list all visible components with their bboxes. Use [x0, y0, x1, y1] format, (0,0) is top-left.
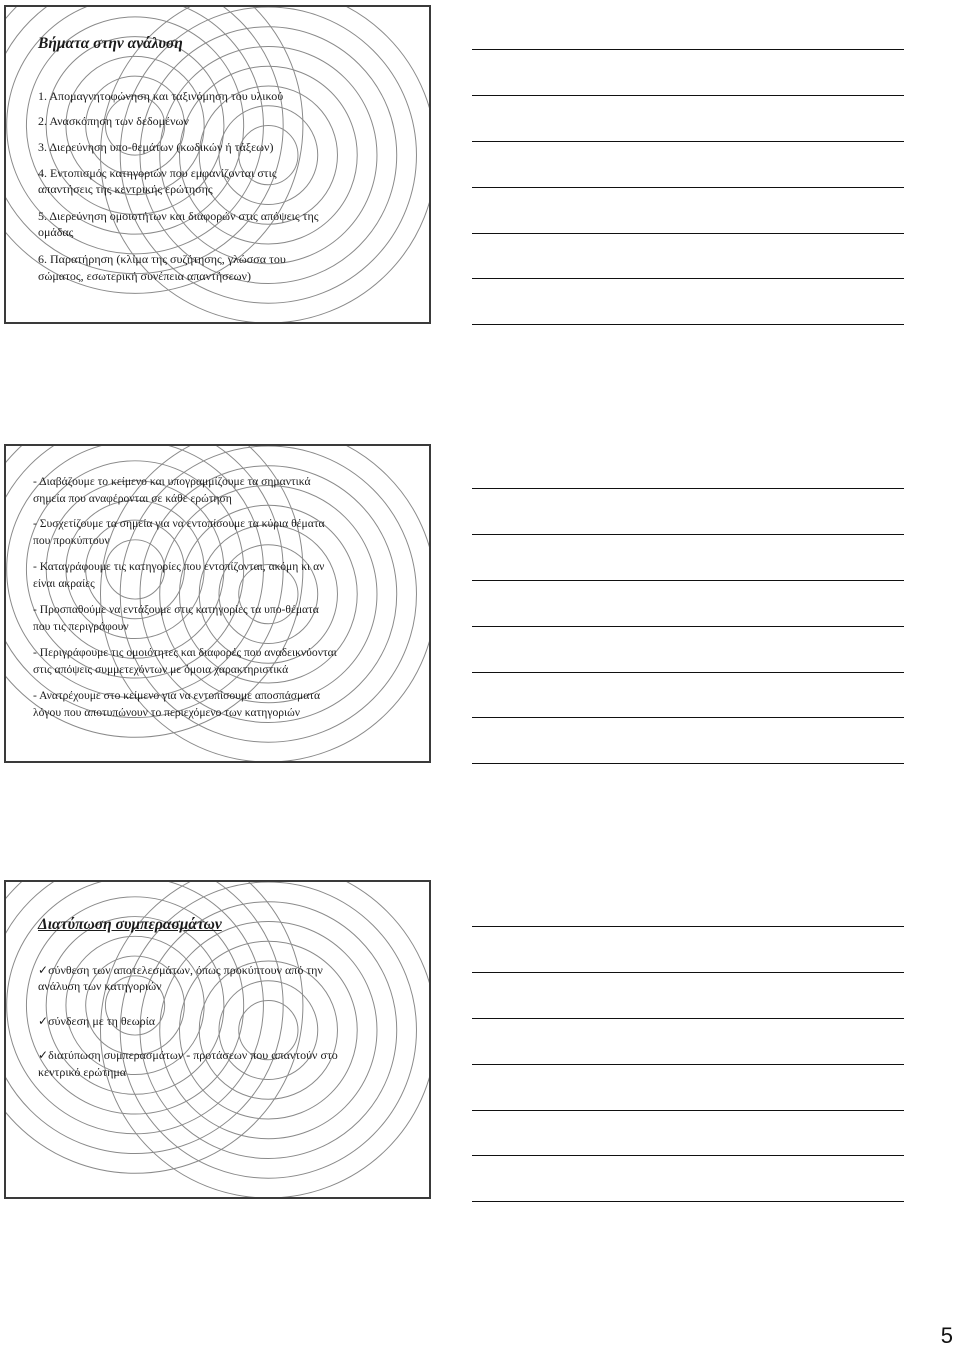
note-line: [472, 233, 904, 234]
conclusion-item-continuation: κεντρικό ερώτημα: [38, 1065, 127, 1079]
conclusion-text: διατύπωση συμπερασμάτων - προτάσεων που απαντούν στο: [48, 1048, 338, 1062]
slide-analysis-procedure: [4, 444, 431, 763]
procedure-item-continuation: που τις περιγράφουν: [33, 620, 129, 633]
procedure-item: - Διαβάζουμε το κείμενο και υπογραμμίζουμε τα σημαντικά: [33, 475, 311, 488]
step-item: 4. Εντοπισμός κατηγοριών που εμφανίζονται στις: [38, 166, 277, 180]
step-item: 3. Διερεύνηση υπο-θεμάτων (κωδικών ή τάξεων): [38, 140, 274, 154]
procedure-item-continuation: είναι ακραίες: [33, 577, 95, 590]
note-line: [472, 1155, 904, 1156]
note-line: [472, 1064, 904, 1065]
note-line: [472, 717, 904, 718]
step-item: 5. Διερεύνηση ομοιοτήτων και διαφορών στις απόψεις της: [38, 209, 319, 223]
checkmark-icon: ✓: [38, 963, 49, 977]
procedure-item-continuation: λόγου που αποτυπώνουν το περιεχόμενο των κατηγοριών: [33, 706, 301, 719]
procedure-item: - Ανατρέχουμε στο κείμενο για να εντοπίσουμε αποσπάσματα: [33, 689, 321, 702]
note-line: [472, 626, 904, 627]
note-line: [472, 1018, 904, 1019]
conclusion-item: [38, 1047, 411, 1064]
step-item-continuation: απαντήσεις της κεντρικής ερώτησης: [38, 182, 213, 196]
note-line: [472, 926, 904, 927]
note-line: [472, 1110, 904, 1111]
conclusion-item: [38, 1013, 411, 1030]
slide-title: Βήματα στην ανάλυση: [38, 35, 183, 52]
note-line: [472, 1201, 904, 1202]
step-item: 1. Απομαγνητοφώνηση και ταξινόμηση του υλικού: [38, 89, 284, 103]
conclusion-item-continuation: ανάλυση των κατηγοριών: [38, 979, 162, 993]
step-item: 6. Παρατήρηση (κλίμα της συζήτησης, γλώσσα του: [38, 252, 286, 266]
note-line: [472, 278, 904, 279]
note-line: [472, 580, 904, 581]
slide-title: Διατύπωση συμπερασμάτων: [38, 916, 222, 933]
note-line: [472, 534, 904, 535]
conclusion-text: σύνδεση με τη θεωρία: [48, 1014, 156, 1028]
checkmark-icon: ✓: [38, 1014, 49, 1028]
note-line: [472, 763, 904, 764]
note-line: [472, 324, 904, 325]
procedure-item: - Καταγράφουμε τις κατηγορίες που εντοπίζονται, ακόμη κι αν: [33, 560, 325, 573]
page-number: 5: [940, 1323, 953, 1348]
checkmark-icon: ✓: [38, 1048, 49, 1062]
note-line: [472, 95, 904, 96]
conclusion-item: [38, 962, 411, 979]
note-line: [472, 672, 904, 673]
step-item-continuation: σώματος, εσωτερική συνέπεια απαντήσεων): [38, 269, 251, 283]
note-line: [472, 972, 904, 973]
procedure-item-continuation: στις απόψεις συμμετεχόντων με όμοια χαρακτηριστικά: [33, 663, 289, 676]
note-line: [472, 187, 904, 188]
procedure-item: - Προσπαθούμε να εντάξουμε στις κατηγορίες τα υπο-θέματα: [33, 603, 319, 616]
procedure-item-continuation: σημεία που αναφέρονται σε κάθε ερώτηση: [33, 492, 232, 505]
slide-steps-in-analysis: [4, 5, 431, 324]
step-item: 2. Ανασκόπηση των δεδομένων: [38, 114, 189, 128]
procedure-item-continuation: που προκύπτουν: [33, 534, 110, 547]
slide-drawing-conclusions: [4, 880, 431, 1199]
note-line: [472, 488, 904, 489]
note-line: [472, 141, 904, 142]
procedure-item: - Συσχετίζουμε τα σημεία για να εντοπίσουμε τα κύρια θέματα: [33, 517, 325, 530]
step-item-continuation: ομάδας: [38, 225, 74, 239]
note-line: [472, 49, 904, 50]
conclusion-text: σύνθεση των αποτελεσμάτων, όπως προκύπτουν από την: [48, 963, 323, 977]
procedure-item: - Περιγράφουμε τις ομοιότητες και διαφορές που αναδεικνύονται: [33, 646, 337, 659]
